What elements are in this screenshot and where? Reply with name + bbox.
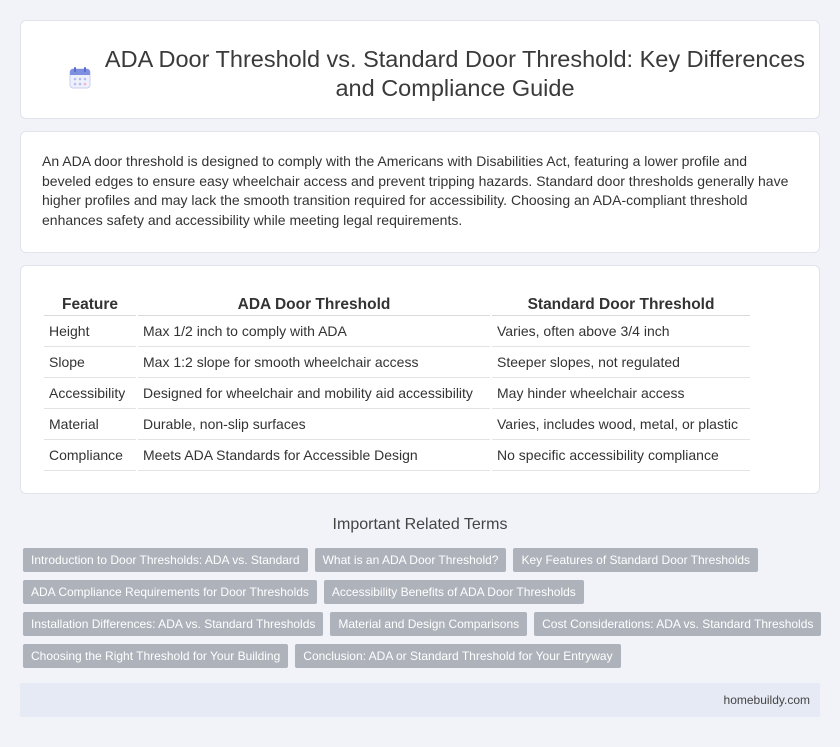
related-term-link[interactable]: Accessibility Benefits of ADA Door Thresholds (324, 580, 584, 604)
table-row (44, 409, 750, 440)
related-term-link[interactable]: Key Features of Standard Door Thresholds (513, 548, 758, 572)
footer-site-link[interactable]: homebuildy.com (723, 693, 810, 707)
row-standard-value: May hinder wheelchair access (492, 378, 750, 409)
header-ada: ADA Door Threshold (138, 294, 490, 316)
row-ada-value: Durable, non-slip surfaces (138, 409, 490, 440)
row-feature: Accessibility (44, 378, 136, 409)
related-term-link[interactable]: Choosing the Right Threshold for Your Building (23, 644, 288, 668)
row-standard-value: No specific accessibility compliance (492, 440, 750, 471)
related-term-link[interactable]: Installation Differences: ADA vs. Standard Thresholds (23, 612, 323, 636)
related-terms-list (23, 548, 823, 668)
row-standard-value: Varies, often above 3/4 inch (492, 316, 750, 347)
related-term-link[interactable]: What is an ADA Door Threshold? (315, 548, 507, 572)
row-feature: Material (44, 409, 136, 440)
comparison-card (20, 265, 820, 494)
row-ada-value: Designed for wheelchair and mobility aid accessibility (138, 378, 490, 409)
table-row (44, 316, 750, 347)
related-terms-heading: Important Related Terms (332, 516, 508, 533)
row-ada-value: Max 1:2 slope for smooth wheelchair access (138, 347, 490, 378)
table-row (44, 440, 750, 471)
row-feature: Compliance (44, 440, 136, 471)
row-feature: Slope (44, 347, 136, 378)
related-term-link[interactable]: Material and Design Comparisons (330, 612, 527, 636)
title-card (20, 20, 820, 119)
table-row (44, 378, 750, 409)
intro-card (20, 131, 820, 253)
table-header-row (44, 294, 750, 316)
related-term-link[interactable]: Conclusion: ADA or Standard Threshold for Your Entryway (295, 644, 620, 668)
header-standard: Standard Door Threshold (492, 294, 750, 316)
page-title: ADA Door Threshold vs. Standard Door Threshold: Key Differences and Compliance Guide (104, 46, 806, 101)
table-row (44, 347, 750, 378)
related-term-link[interactable]: ADA Compliance Requirements for Door Thresholds (23, 580, 317, 604)
intro-paragraph: An ADA door threshold is designed to comply with the Americans with Disabilities Act, featuring a lower profile and beveled edges to ensure easy wheelchair access and prevent tripping hazards. Standard door thresholds generally have higher profiles and may lack the smooth transition required for accessibility. Choosing an ADA-compliant threshold enhances safety and accessibility while meeting legal requirements. (42, 153, 789, 229)
row-feature: Height (44, 316, 136, 347)
row-ada-value: Max 1/2 inch to comply with ADA (138, 316, 490, 347)
row-ada-value: Meets ADA Standards for Accessible Design (138, 440, 490, 471)
related-term-link[interactable]: Cost Considerations: ADA vs. Standard Thresholds (534, 612, 821, 636)
related-term-link[interactable]: Introduction to Door Thresholds: ADA vs. Standard (23, 548, 308, 572)
row-standard-value: Varies, includes wood, metal, or plastic (492, 409, 750, 440)
footer (20, 683, 820, 717)
header-feature: Feature (44, 294, 136, 316)
row-standard-value: Steeper slopes, not regulated (492, 347, 750, 378)
comparison-table (42, 294, 752, 471)
